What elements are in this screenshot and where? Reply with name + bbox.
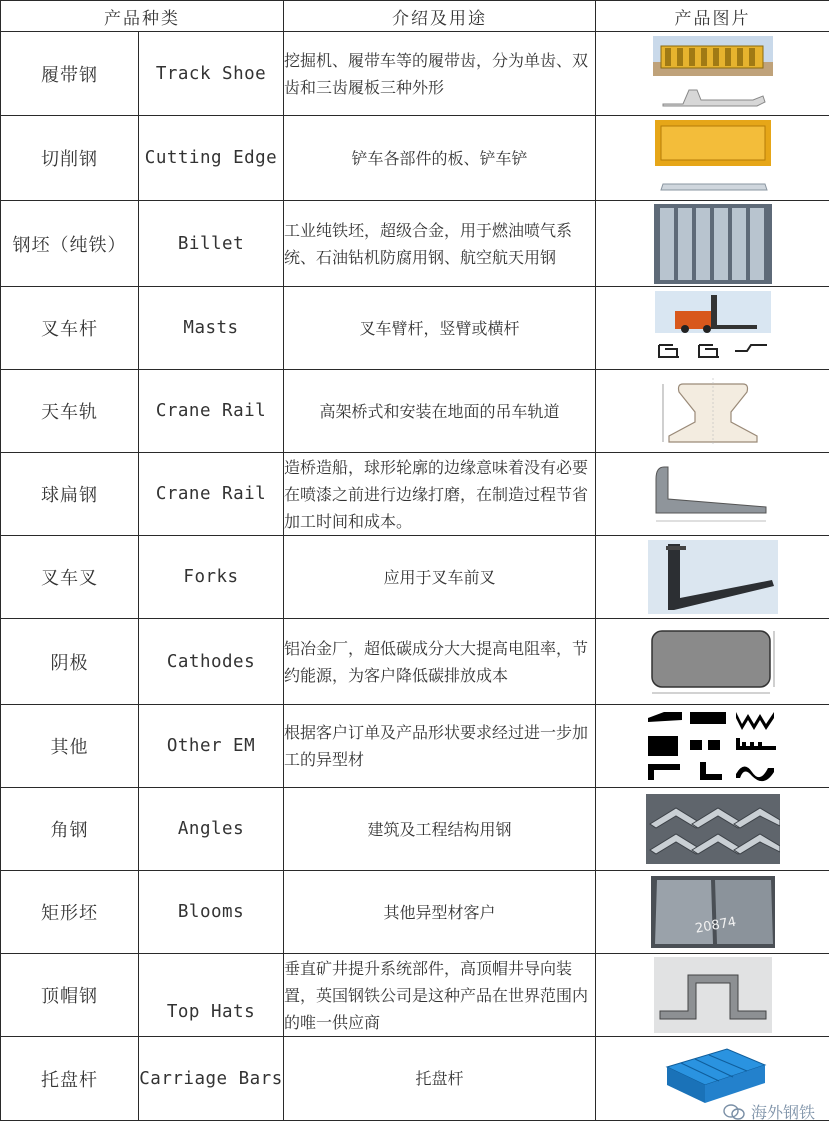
row-name-en: Carriage Bars	[139, 1037, 284, 1121]
watermark-text: 海外钢铁	[750, 1103, 815, 1122]
table-row	[1, 32, 829, 116]
cathode-diagram	[646, 625, 780, 699]
row-image	[596, 116, 829, 201]
table-row	[1, 453, 829, 536]
table-row	[1, 871, 829, 954]
cutting-edge-photo	[655, 120, 771, 196]
forklift-mast-photo	[655, 291, 771, 365]
row-description: 建筑及工程结构用钢	[284, 788, 596, 871]
table-row	[1, 201, 829, 287]
blooms-photo	[651, 876, 775, 948]
row-description: 挖掘机、履带车等的履带齿，分为单齿、双齿和三齿履板三种外形	[284, 32, 596, 116]
table-row	[1, 1037, 829, 1121]
table-row	[1, 954, 829, 1037]
row-description: 托盘杆	[284, 1037, 596, 1121]
bulb-flat-diagram	[650, 459, 776, 529]
row-name-en: Billet	[139, 201, 284, 287]
table-row	[1, 370, 829, 453]
row-description: 高架桥式和安装在地面的吊车轨道	[284, 370, 596, 453]
top-hat-diagram	[654, 957, 772, 1033]
table-row	[1, 536, 829, 619]
row-description: 垂直矿井提升系统部件，高顶帽井导向装置，英国钢铁公司是这种产品在世界范围内的唯一供应商	[284, 954, 596, 1037]
row-name-en: Crane Rail	[139, 370, 284, 453]
track-shoe-photo	[653, 36, 773, 112]
header-description: 介绍及用途	[284, 1, 596, 32]
header-product-type: 产品种类	[1, 1, 284, 32]
row-image	[596, 619, 829, 705]
row-name-zh: 履带钢	[1, 32, 139, 116]
row-name-en: Forks	[139, 536, 284, 619]
row-description: 铝冶金厂，超低碳成分大大提高电阻率，节约能源，为客户降低碳排放成本	[284, 619, 596, 705]
row-name-en: Masts	[139, 287, 284, 370]
row-image	[596, 453, 829, 536]
row-name-en: Crane Rail	[139, 453, 284, 536]
row-name-en: Angles	[139, 788, 284, 871]
row-name-en: Cutting Edge	[139, 116, 284, 201]
wechat-icon	[723, 1103, 745, 1121]
profile-shapes-icon	[644, 708, 782, 784]
row-name-zh: 天车轨	[1, 370, 139, 453]
forks-photo	[648, 540, 778, 614]
row-name-zh: 其他	[1, 705, 139, 788]
row-image	[596, 705, 829, 788]
row-description: 其他异型材客户	[284, 871, 596, 954]
angles-photo	[646, 794, 780, 864]
row-image	[596, 201, 829, 287]
table-row	[1, 705, 829, 788]
row-image	[596, 370, 829, 453]
row-name-en: Other EM	[139, 705, 284, 788]
row-image	[596, 954, 829, 1037]
table-row	[1, 788, 829, 871]
billet-photo	[654, 204, 772, 284]
row-name-zh: 托盘杆	[1, 1037, 139, 1121]
row-description: 根据客户订单及产品形状要求经过进一步加工的异型材	[284, 705, 596, 788]
row-name-zh: 阴极	[1, 619, 139, 705]
row-description: 应用于叉车前叉	[284, 536, 596, 619]
row-name-zh: 角钢	[1, 788, 139, 871]
row-description: 造桥造船，球形轮廓的边缘意味着没有必要在喷漆之前进行边缘打磨，在制造过程节省加工时间和成本。	[284, 453, 596, 536]
row-image	[596, 871, 829, 954]
row-name-zh: 叉车杆	[1, 287, 139, 370]
row-name-zh: 球扁钢	[1, 453, 139, 536]
row-name-zh: 矩形坯	[1, 871, 139, 954]
row-name-zh: 钢坯（纯铁）	[1, 201, 139, 287]
table-row	[1, 619, 829, 705]
row-image	[596, 536, 829, 619]
row-name-zh: 顶帽钢	[1, 954, 139, 1037]
row-name-zh: 切削钢	[1, 116, 139, 201]
crane-rail-diagram	[653, 374, 773, 448]
watermark	[723, 1100, 815, 1123]
row-image	[596, 788, 829, 871]
row-name-en: Blooms	[139, 871, 284, 954]
row-description: 铲车各部件的板、铲车铲	[284, 116, 596, 201]
row-image	[596, 32, 829, 116]
row-name-en: Top Hats	[139, 954, 284, 1037]
row-description: 叉车臂杆，竖臂或横杆	[284, 287, 596, 370]
table-row	[1, 116, 829, 201]
header-row	[1, 1, 829, 32]
header-product-image: 产品图片	[596, 1, 829, 32]
row-name-en: Cathodes	[139, 619, 284, 705]
row-description: 工业纯铁坯，超级合金，用于燃油喷气系统、石油钻机防腐用钢、航空航天用钢	[284, 201, 596, 287]
bloom-stamp-text: 20874	[693, 914, 737, 937]
row-name-zh: 叉车叉	[1, 536, 139, 619]
table-row	[1, 287, 829, 370]
row-name-en: Track Shoe	[139, 32, 284, 116]
row-image	[596, 287, 829, 370]
